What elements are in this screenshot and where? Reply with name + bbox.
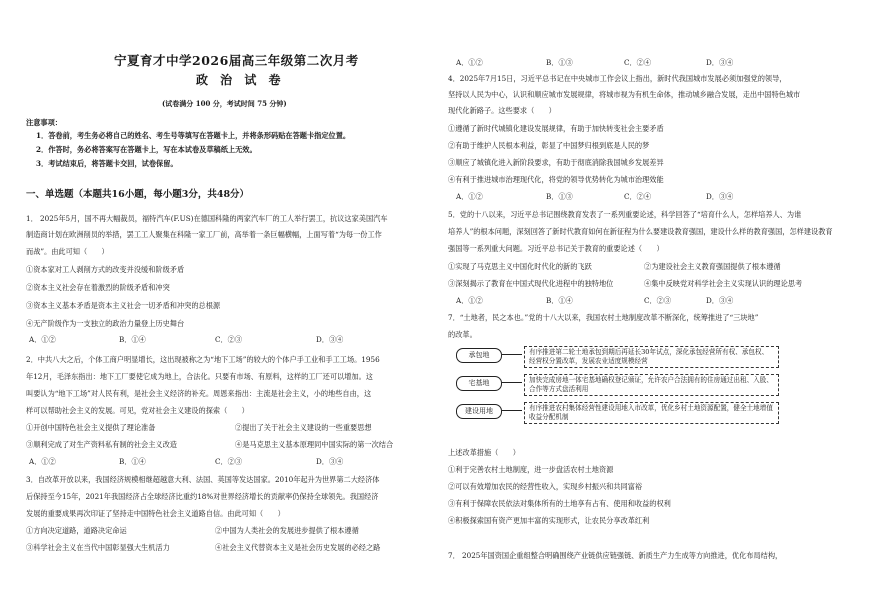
school-title: 宁夏育才中学2026届高三年级第二次月考 <box>114 53 359 68</box>
q2-stem-line: 叫要认为“地下工场”对人民有利，是社会主义经济的补充。周恩来指出：主流是社会主义，小的地些自由，这 <box>26 389 372 398</box>
q1-option: ①资本家对工人剥削方式的改变并没缓和阶级矛盾 <box>26 265 185 274</box>
q1-choice-d: D．③④ <box>316 335 344 344</box>
q1-stem-line: 而战”。由此可知（ ） <box>26 247 109 256</box>
q2-stem-line: 年12月，毛泽东指出：地下工厂要使它成为地上，合法化。只要有市场、有原料，这样的工厂还可以增加。这 <box>26 372 373 381</box>
section-title: 一、单选题（本题共16小题，每小题3分，共48分） <box>26 189 250 200</box>
q7-stem-line: 7． 2025年国资国企重组整合明确围绕产业链供应链强链、新质生产力生成等方向推进，优化布局结构， <box>448 551 783 560</box>
q4-stem-line: 现代化新路子。这些要求（ ） <box>448 106 556 115</box>
q3-stem-line: 发展的重要成果再次印证了坚持走中国特色社会主义道路自信。由此可知（ ） <box>26 509 285 518</box>
q2-option: ②提出了关于社会主义建设的一些重要思想 <box>235 423 372 432</box>
q6-stem-line: 的改革。 <box>448 330 477 339</box>
box-homestead: 加快完成房地一体宅基地确权登记颁证，允许农户合法拥有的住房通过出租、入股、合作等方式盘活利用 <box>524 374 779 396</box>
label-construction-land: 建设用地 <box>456 404 502 419</box>
q5-choice-d: D．③④ <box>706 296 734 305</box>
q3-option: ③科学社会主义在当代中国彰显强大生机活力 <box>26 543 170 552</box>
box-contract-land: 有序推进第二轮土地承包到期后再延长30年试点，深化承包经营所有权、承包权、经营权分置改革，发展农业适度规模经营 <box>524 346 779 368</box>
connector-line <box>502 354 522 355</box>
q4-stem-line: 坚持以人民为中心，认识和顺应城市发展规律，将城市视为有机生命体，推动城乡融合发展，走出中国特色城市 <box>448 90 801 99</box>
q1-option: ②资本主义社会存在着激烈的阶级矛盾和冲突 <box>26 283 170 292</box>
note-item: 3．考试结束后，将答题卡交回，试卷保留。 <box>36 159 178 168</box>
q5-choice-a: A．①② <box>456 296 483 305</box>
q4-choice-b: B．①③ <box>546 192 573 201</box>
q1-stem-line: 1． 2025年5月，国不再大幅裁员，福特汽车(F.US)在德国科隆的两家汽车厂的工人举行罢工，抗议这家美国汽车 <box>26 214 388 223</box>
label-contract-land: 承包地 <box>456 348 502 363</box>
q5-option: ④集中反映党对科学社会主义实现认识的理论思考 <box>644 279 803 288</box>
q1-choice-c: C．②③ <box>215 335 243 344</box>
q5-option: ③深刻揭示了教育在中国式现代化进程中的独特地位 <box>448 279 614 288</box>
q2-stem-line: 样可以帮助社会主义的发展。可见，党对社会主义建设的探索（ ） <box>26 406 249 415</box>
q3-choice-d: D．③④ <box>706 58 734 67</box>
q2-choice-b: B．①④ <box>119 457 146 466</box>
q2-choice-c: C．②③ <box>215 457 243 466</box>
q2-choice-a: A．①② <box>29 457 56 466</box>
q1-option: ④无产阶级作为一支独立的政治力量登上历史舞台 <box>26 319 185 328</box>
box-construction-land: 有序推进农村集体经营性建设用地入市改革，优化乡村土地资源配置，健全土地增值收益分配机制 <box>524 402 779 424</box>
q2-option: ④是马克思主义基本原理同中国实际的第一次结合 <box>235 440 394 449</box>
label-homestead: 宅基地 <box>456 376 502 391</box>
q5-choice-b: B．①④ <box>546 296 573 305</box>
q5-stem-line: 培养人”的根本问题，深刻回答了新时代教育如何在新征程为什么要建设教育强国，建设什么样的教育强国，怎样建设教育 <box>448 227 833 236</box>
q5-option: ①实现了马克思主义中国化时代化的新的飞跃 <box>448 262 592 271</box>
q6-question: 上述改革措施（ ） <box>448 448 520 457</box>
q1-choice-a: A．①② <box>29 335 56 344</box>
q2-option: ③顺利完成了对生产资料私有制的社会主义改造 <box>26 440 177 449</box>
connector-line <box>502 382 522 383</box>
q3-stem-line: 后保持至今15年，2021年我国经济占全球经济比重约18%对世界经济增长的贡献率仍保持全球领先。我国经济 <box>26 492 379 501</box>
q3-option: ②中国为人类社会的发展进步提供了根本遵循 <box>215 526 359 535</box>
q3-option: ①方向决定道路，道路决定命运 <box>26 526 127 535</box>
land-reform-diagram <box>448 346 848 428</box>
q6-stem-line: 7．“土地者，民之本也。”党的十八大以来，我国农村土地制度改革不断深化，统筹推进了“三块地” <box>448 313 759 322</box>
q2-option: ①开创中国特色社会主义提供了理论准备 <box>26 423 156 432</box>
q1-stem-line: 制造商计划在欧洲削员的举措，罢工工人聚集在科隆一家工厂前，高举着一条巨幅横幅，上面写着“为每一份工作 <box>26 230 382 239</box>
q3-choice-c: C．②④ <box>624 58 652 67</box>
q3-choice-b: B．①③ <box>546 58 573 67</box>
q4-stem-line: 4．2025年7月15日，习近平总书记在中央城市工作会议上指出，新时代我国城市发展必须加强党的领导， <box>448 74 787 83</box>
q3-choice-a: A．①② <box>456 58 483 67</box>
q6-option: ③有利于保障农民依法对集体所有的土地享有占有、使用和收益的权利 <box>448 499 671 508</box>
q3-option: ④社会主义代替资本主义是社会历史发展的必经之路 <box>215 543 381 552</box>
q4-choice-c: C．②④ <box>624 192 652 201</box>
q1-option: ③资本主义基本矛盾是资本主义社会一切矛盾和冲突的总根源 <box>26 301 221 310</box>
subject-title: 政 治 试 卷 <box>196 73 285 87</box>
connector-line <box>502 410 522 411</box>
q4-choice-d: D．③④ <box>706 192 734 201</box>
q4-option: ④有利于推进城市治理现代化，将党的领导优势转化为城市治理效能 <box>448 175 664 184</box>
q6-option: ②可以有效增加农民的经营性收入，实现乡村振兴和共同富裕 <box>448 482 643 491</box>
q5-stem-line: 5．党的十八以来，习近平总书记围绕教育发表了一系列重要论述，科学回答了“培育什么人，怎样培养人、为谁 <box>448 210 802 219</box>
q6-option: ④积极探索国有资产更加丰富的实现形式，让农民分享改革红利 <box>448 516 650 525</box>
q4-option: ①遵循了新时代城镇化建设发展规律，有助于加快转变社会主要矛盾 <box>448 124 664 133</box>
q2-choice-d: D．③④ <box>316 457 344 466</box>
q1-choice-b: B．①④ <box>119 335 146 344</box>
note-item: 2．作答时，务必将答案写在答题卡上，写在本试卷及草稿纸上无效。 <box>36 145 257 154</box>
q5-stem-line: 强国等一系列重大问题。习近平总书记关于教育的重要论述（ ） <box>448 244 664 253</box>
q4-choice-a: A．①② <box>456 192 483 201</box>
q5-choice-c: C．②③ <box>644 296 672 305</box>
note-item: 1．答卷前，考生务必将自己的姓名、考生号等填写在答题卡上，并将条形码贴在答题卡指定位置。 <box>36 131 351 140</box>
right-column <box>448 0 848 616</box>
q6-option: ①利于完善农村土地制度，进一步盘活农村土地资源 <box>448 465 614 474</box>
q4-option: ③顺应了城镇化进入新阶段要求，有助于彻底消除我国城乡发展差异 <box>448 158 664 167</box>
q5-option: ②为建设社会主义教育强国提供了根本遵循 <box>644 262 781 271</box>
q4-option: ②有助于维护人民根本利益，彰显了中国梦归根到底是人民的梦 <box>448 141 650 150</box>
q2-stem-line: 2．中共八大之后，个体工商户明显增长，这出现被称之为“地下工场”的较大的个体户手工业和手工工场。1956 <box>26 355 380 364</box>
notes-title: 注意事项： <box>26 118 62 127</box>
q3-stem-line: 3．自改革开放以来，我国经济规模相继超越意大利、法国、英国等发达国家。2010年起升为世界第二大经济体 <box>26 475 380 484</box>
left-column <box>26 0 426 616</box>
exam-info: (试卷满分 100 分，考试时间 75 分钟) <box>162 99 287 108</box>
